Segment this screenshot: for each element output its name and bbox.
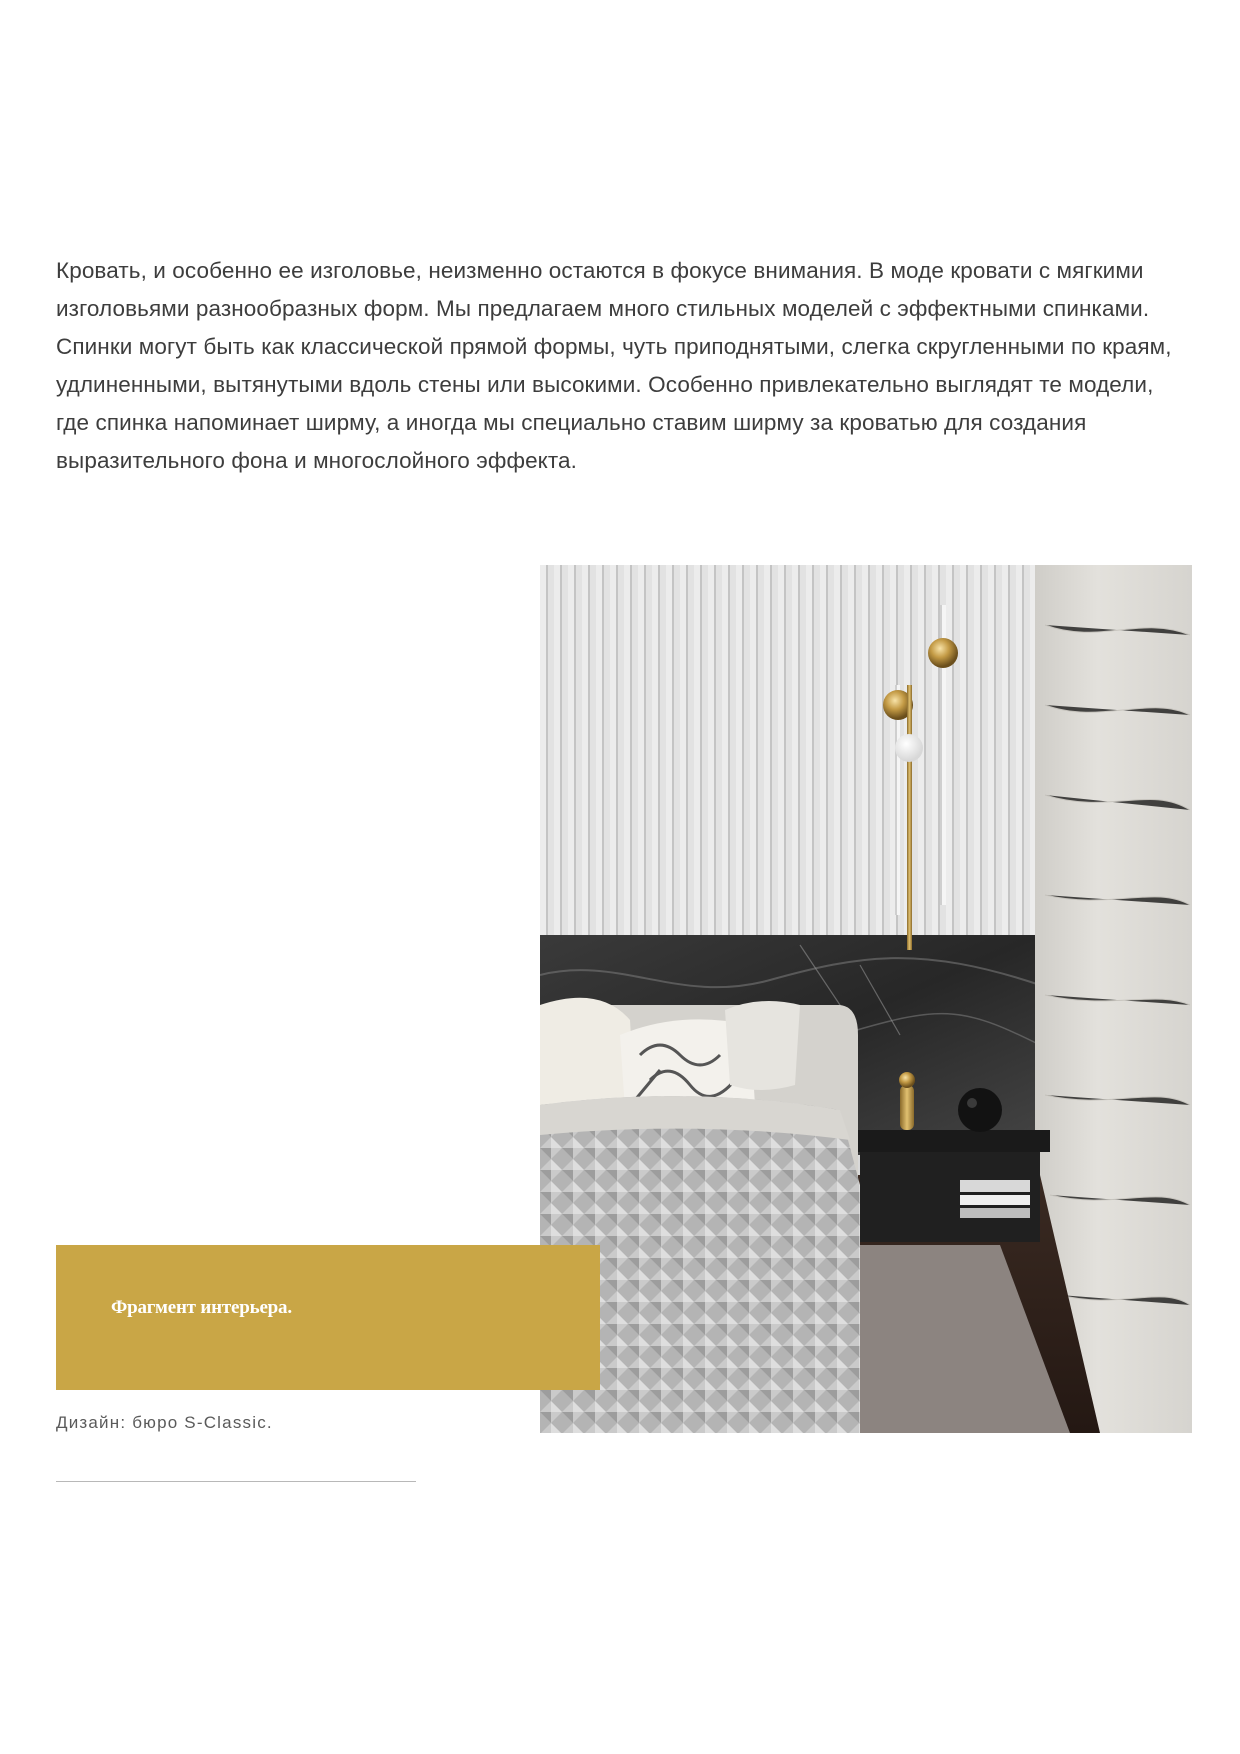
intro-paragraph: Кровать, и особенно ее изголовье, неизменно остаются в фокусе внимания. В моде кровати с мягкими изголовьями разнообразных форм. Мы предлагаем много стильных моделей с эффектными спинками. Спинки могут быть как классической прямой формы, чуть приподнятыми, слегка скругленными по краям, удлиненными, вытянутыми вдоль стены или высокими. Особенно привлекательно выглядят те модели, где спинка напоминает ширму, а иногда мы специально ставим ширму за кроватью для создания выразительного фона и многослойного эффекта. bbox=[56, 258, 1172, 473]
design-credit: Дизайн: бюро S-Classic. bbox=[56, 1413, 273, 1432]
bedroom-interior-photo bbox=[540, 565, 1192, 1433]
divider bbox=[56, 1481, 416, 1482]
figure-caption: Фрагмент интерьера. bbox=[111, 1297, 292, 1318]
caption-box bbox=[56, 1245, 600, 1390]
